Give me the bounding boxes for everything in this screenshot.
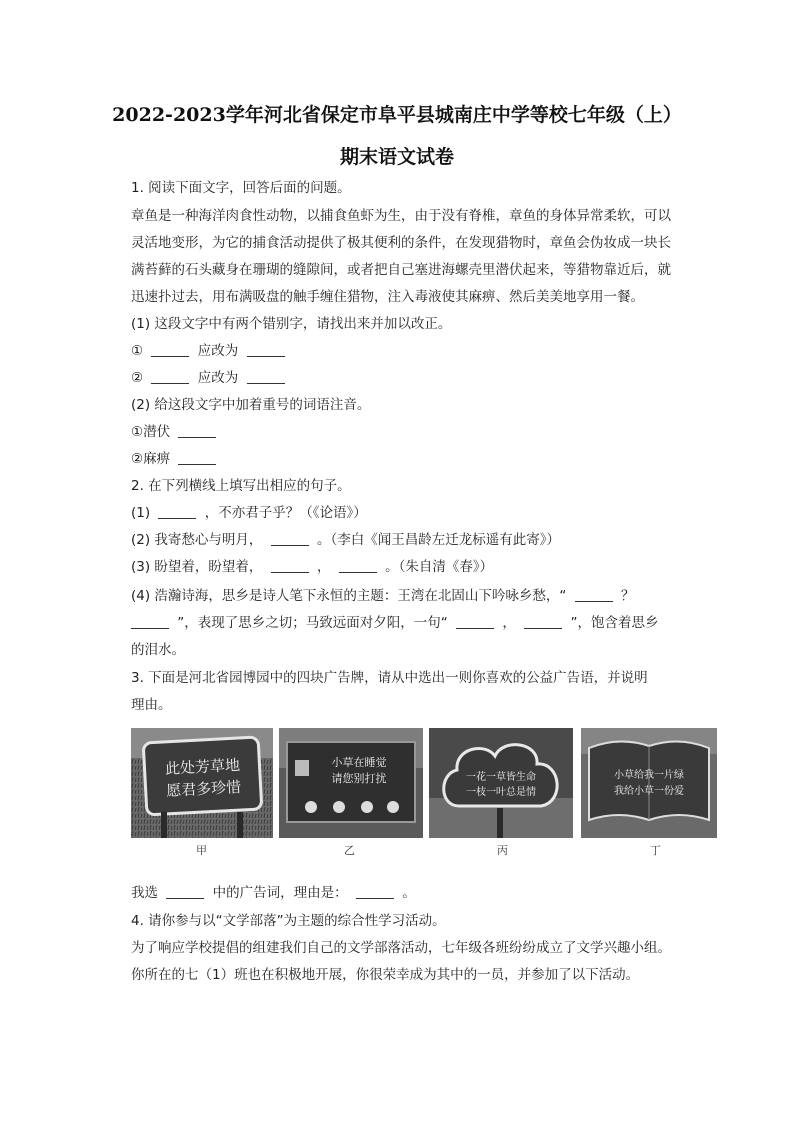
q1-stem: 1. 阅读下面文字，回答后面的问题。 xyxy=(131,180,351,196)
caption-bing: 丙 xyxy=(497,844,508,857)
sign-ding-line2: 我给小草一份爱 xyxy=(614,786,684,797)
answer-blank[interactable] xyxy=(151,370,189,384)
answer-blank[interactable] xyxy=(151,343,189,357)
q3-stem-line-2: 理由。 xyxy=(131,697,172,713)
answer-blank[interactable] xyxy=(178,451,216,465)
q2-item-2 xyxy=(131,530,560,550)
q1-sub2-b-word: ②麻痹 xyxy=(131,451,171,467)
q1-sub1-answer-b xyxy=(131,368,289,388)
q2-item-1-text: ，不亦君子乎？（《论语》） xyxy=(204,505,367,521)
signboard-bing-image xyxy=(429,728,573,838)
answer-blank[interactable] xyxy=(271,559,309,573)
q2-item-4-comma: ， xyxy=(502,615,516,631)
answer-blank[interactable] xyxy=(178,424,216,438)
q3-answer-end: 。 xyxy=(402,885,416,901)
answer-blank[interactable] xyxy=(456,615,494,629)
q1-passage-line-2: 灵活地变形，为它的捕食活动提供了极其便利的条件，在发现猎物时，章鱼会伪妆成一块长 xyxy=(131,235,671,251)
answer-blank[interactable] xyxy=(247,343,285,357)
answer-blank[interactable] xyxy=(271,532,309,546)
sign-yi-line1: 小草在睡觉 xyxy=(331,756,387,769)
q1-sub1-answer-a xyxy=(131,341,289,361)
signboard-photo-jia xyxy=(131,728,273,838)
answer-blank[interactable] xyxy=(131,615,169,629)
q2-item-1 xyxy=(131,503,367,523)
q2-item-2-source: 。（李白《闻王昌龄左迁龙标遥有此寄》） xyxy=(317,532,561,548)
q1-sub2-answer-b xyxy=(131,449,220,469)
change-to-label: 应改为 xyxy=(197,370,239,386)
signboard-ding-image xyxy=(581,728,717,838)
signboard-jia-image xyxy=(131,728,273,838)
q2-item-4-line-3: 的泪水。 xyxy=(131,642,185,658)
q1-passage-line-1: 章鱼是一种海洋肉食性动物，以捕食鱼虾为生，由于没有脊椎，章鱼的身体异常柔软，可以 xyxy=(131,208,671,224)
q2-item-4-question-mark: ？ xyxy=(621,588,635,604)
sign-bing-line2: 一枝一叶总是情 xyxy=(466,787,536,798)
q1-sub1: (1) 这段文字中有两个错别字，请找出来并加以改正。 xyxy=(131,316,452,332)
answer-blank[interactable] xyxy=(158,505,196,519)
exam-title-line2: 期末语文试卷 xyxy=(339,146,454,168)
sign-jia-line2: 愿君多珍惜 xyxy=(165,777,242,800)
q3-answer-prefix: 我选 xyxy=(131,885,158,901)
sign-bing-line1: 一花一草皆生命 xyxy=(466,772,536,783)
answer-blank[interactable] xyxy=(575,588,613,602)
exam-title-line1: 2022-2023学年河北省保定市阜平县城南庄中学等校七年级（上） xyxy=(112,104,682,126)
sign-yi-line2: 请您别打扰 xyxy=(331,772,387,785)
q2-stem: 2. 在下列横线上填写出相应的句子。 xyxy=(131,478,351,494)
q2-item-4-text-3: ”，饱含着思乡 xyxy=(570,615,659,631)
q1-passage-line-3: 满苔藓的石头藏身在珊瑚的缝隙间，或者把自己塞进海螺壳里潜伏起来，等猎物靠近后，就 xyxy=(131,262,671,278)
q2-item-4-text: (4) 浩瀚诗海，思乡是诗人笔下永恒的主题：王湾在北固山下吟咏乡愁，“ xyxy=(131,588,567,604)
q2-item-1-number: (1) xyxy=(131,505,151,521)
answer-blank[interactable] xyxy=(166,885,204,899)
signboard-photo-bing xyxy=(429,728,573,838)
sign-ding-line1: 小草给我一片绿 xyxy=(614,770,684,781)
answer-blank[interactable] xyxy=(247,370,285,384)
q1-sub1-a-prefix: ① xyxy=(131,343,144,359)
q1-passage-line-4: 迅速扑过去，用布满吸盘的触手缠住猎物，注入毒液使其麻痹、然后美美地享用一餐。 xyxy=(131,289,644,305)
signboard-photos xyxy=(131,728,717,838)
q3-answer-middle: 中的广告词，理由是： xyxy=(212,885,348,901)
signboard-yi-image xyxy=(279,728,423,838)
q1-sub1-b-prefix: ② xyxy=(131,370,144,386)
q2-item-3-comma: ， xyxy=(317,559,331,575)
q2-item-4-line-1 xyxy=(131,586,635,606)
q4-stem: 4. 请你参与以“文学部落”为主题的综合性学习活动。 xyxy=(131,913,446,929)
q2-item-3-source: 。（朱自清《春》） xyxy=(385,559,494,575)
q1-sub2: (2) 给这段文字中加着重号的词语注音。 xyxy=(131,397,371,413)
q2-item-3-text: (3) 盼望着，盼望着， xyxy=(131,559,263,575)
caption-yi: 乙 xyxy=(344,844,355,857)
answer-blank[interactable] xyxy=(356,885,394,899)
q2-item-2-text: (2) 我寄愁心与明月， xyxy=(131,532,263,548)
answer-blank[interactable] xyxy=(524,615,562,629)
q3-answer-line xyxy=(131,883,416,903)
caption-jia: 甲 xyxy=(196,844,207,857)
answer-blank[interactable] xyxy=(339,559,377,573)
q3-stem-line-1: 3. 下面是河北省园博园中的四块广告牌，请从中选出一则你喜欢的公益广告语，并说明 xyxy=(131,670,648,686)
q4-line-2: 你所在的七（1）班也在积极地开展，你很荣幸成为其中的一员，并参加了以下活动。 xyxy=(131,967,640,983)
q2-item-4-text-2: ”，表现了思乡之切；马致远面对夕阳，一句“ xyxy=(177,615,448,631)
caption-ding: 丁 xyxy=(650,844,661,857)
q2-item-4-line-2 xyxy=(131,613,658,633)
q1-sub2-a-word: ①潜伏 xyxy=(131,424,171,440)
q4-line-1: 为了响应学校提倡的组建我们自己的文学部落活动，七年级各班纷纷成立了文学兴趣小组。 xyxy=(131,940,671,956)
sign-jia-line1: 此处芳草地 xyxy=(164,756,241,778)
change-to-label: 应改为 xyxy=(197,343,239,359)
q1-sub2-answer-a xyxy=(131,422,220,442)
signboard-photo-ding xyxy=(581,728,717,838)
signboard-photo-yi xyxy=(279,728,423,838)
q2-item-3 xyxy=(131,557,493,577)
